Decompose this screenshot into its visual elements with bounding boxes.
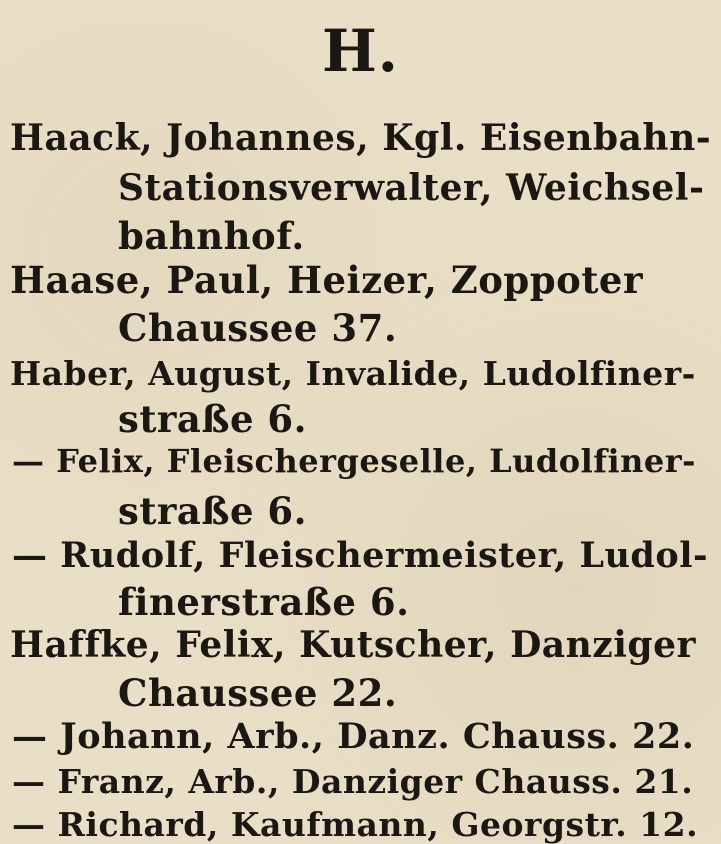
section-letter-heading: H. bbox=[322, 17, 399, 85]
entry-line: Chaussee 22. bbox=[118, 671, 398, 715]
entry-line: Haber, August, Invalide, Ludolfiner- bbox=[10, 354, 696, 393]
entry-line: — Franz, Arb., Danziger Chauss. 21. bbox=[12, 762, 694, 801]
entry-line: Stationsverwalter, Weichsel- bbox=[118, 167, 705, 209]
entry-line: — Richard, Kaufmann, Georgstr. 12. bbox=[12, 805, 699, 844]
entry-line: — Rudolf, Fleischermeister, Ludol- bbox=[12, 535, 709, 576]
entry-line: Haack, Johannes, Kgl. Eisenbahn- bbox=[10, 117, 712, 159]
entry-line: straße 6. bbox=[118, 489, 308, 533]
entry-line: — Johann, Arb., Danz. Chauss. 22. bbox=[12, 716, 695, 757]
entry-line: Chaussee 37. bbox=[118, 306, 398, 350]
entry-line: finerstraße 6. bbox=[118, 580, 410, 624]
entry-line: straße 6. bbox=[118, 397, 308, 441]
entry-line: bahnhof. bbox=[118, 214, 305, 258]
entry-line: Haffke, Felix, Kutscher, Danziger bbox=[10, 624, 696, 666]
entry-line: — Felix, Fleischergeselle, Ludolfiner- bbox=[12, 442, 696, 480]
entry-line: Haase, Paul, Heizer, Zoppoter bbox=[10, 258, 643, 302]
